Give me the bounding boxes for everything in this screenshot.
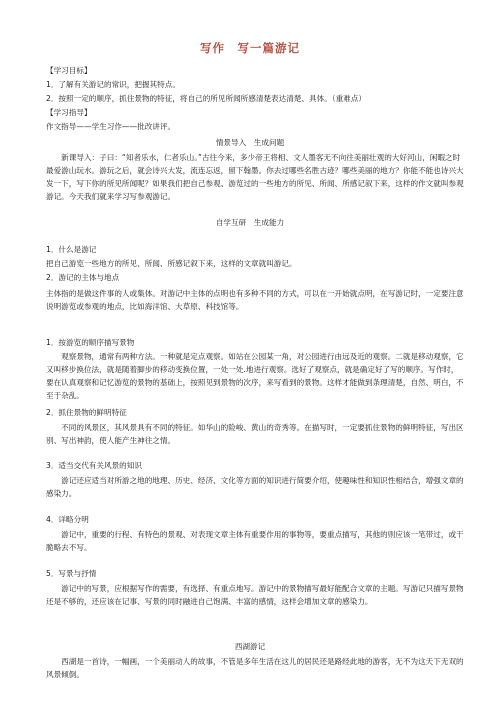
text-scene-emotion: 游记中的写景，应根据写作的需要，有选择、有重点地写。游记中的景物描写最好能配合文章的主题。写游记只描写景物还是不够的，还应该在记事、写景的同时融进自己饱满、丰富的感情，这样会增加文章的感染力。 — [46, 584, 464, 606]
goal-2: 2．按照一定的顺序，抓住景物的特征，将自己的所见所闻所感清楚表达清楚、具体。（重难点） — [46, 94, 366, 103]
section-heading-2: 自学互研 生成能力 — [215, 218, 285, 227]
text-subject-place: 主体指的是做这件事的人或集体。对游记中主体的点明也有多种不同的方式，可以在一开始就点明，在写游记时，一定要注意说明游览或参观的地点，比如海洋馆、大草原、科技馆等。 — [46, 289, 464, 311]
text-order: 观察景物，通常有两种方法。一种就是定点观察。如站在公园某一角，对公园进行由远及近的观察。二就是移动观察，它又叫移步换位法，就是随着脚步的移动变换位置，一处一处.地进行观察。选好了观察点，就是确定好了写的顺序。写作时，要在认真观察和记忆游览的景物的基础上，按照见到景物的次序，来写看到的景物。这样才能做到条理清楚，自然、明白，不至于杂乱。 — [46, 352, 464, 400]
guide-heading: 【学习指导】 — [46, 108, 92, 117]
heading-what-is-travelogue: 1．什么是游记 — [46, 245, 97, 254]
heading-features: 2．抓住景物的鲜明特征 — [46, 408, 127, 417]
heading-subject-place: 2．游记的主体与地点 — [46, 273, 120, 282]
section-heading-1: 情景导入 生成问题 — [215, 138, 285, 147]
guide-text: 作文指导——学生习作——批改讲评。 — [46, 122, 176, 131]
text-detail: 游记中，重要的行程、有特色的景观、对表现文章主体有重要作用的事物等，要重点描写，其他的则应该一笔带过，或干脆略去不写。 — [46, 530, 464, 552]
text-features: 不同的风景区，其风景具有不同的特征。如华山的险峻、黄山的奇秀等。在描写时，一定要抓住景物的鲜明特征，写出区别、写出神韵，使人能产生神往之情。 — [46, 423, 464, 445]
goal-1: 1．了解有关游记的常识，把握其特点。 — [46, 80, 180, 89]
essay-paragraph: 西湖是一首诗，一幅画，一个美丽动人的故事，不管是多年生活在这儿的居民还是路经此地的游客，无不为这天下无双的风景倾倒。 — [46, 657, 464, 679]
page-title: 写作 写一篇游记 — [200, 41, 300, 55]
text-what-is-travelogue: 把自己游览一些地方的所见、所闻、所感记叙下来，这样的文章就叫游记。 — [46, 259, 297, 268]
heading-order: 1．按游览的顺序描写景物 — [46, 338, 135, 347]
heading-detail: 4．详略分明 — [46, 515, 89, 524]
text-knowledge: 游记还应适当对所游之地的地理、历史、经济、文化等方面的知识进行简要介绍，使趣味性和知识性相结合，增强文章的感染力。 — [46, 476, 464, 498]
heading-knowledge: 3．适当交代有关风景的知识 — [46, 461, 142, 470]
intro-paragraph: 新课导入：子曰：“知者乐水，仁者乐山。”古往今来，多少帝王将相、文人墨客无不向往美丽壮观的大好河山，闲暇之时最爱游山玩水。游玩之后，就会诗兴大发，流连忘返，留下翰墨。你去过哪些名胜古迹？哪些美丽的地方？你能不能也诗兴大发一下，写下你的所见所闻呢？如果我们把自己参观、游览过的一些地方的所见、所闻、所感记叙下来，这样的作文就叫参观游记。今天我们就来学习写参观游记。 — [46, 153, 464, 201]
goals-heading: 【学习目标】 — [46, 66, 92, 75]
essay-title: 西湖游记 — [234, 642, 266, 651]
heading-scene-emotion: 5．写景与抒情 — [46, 569, 97, 578]
